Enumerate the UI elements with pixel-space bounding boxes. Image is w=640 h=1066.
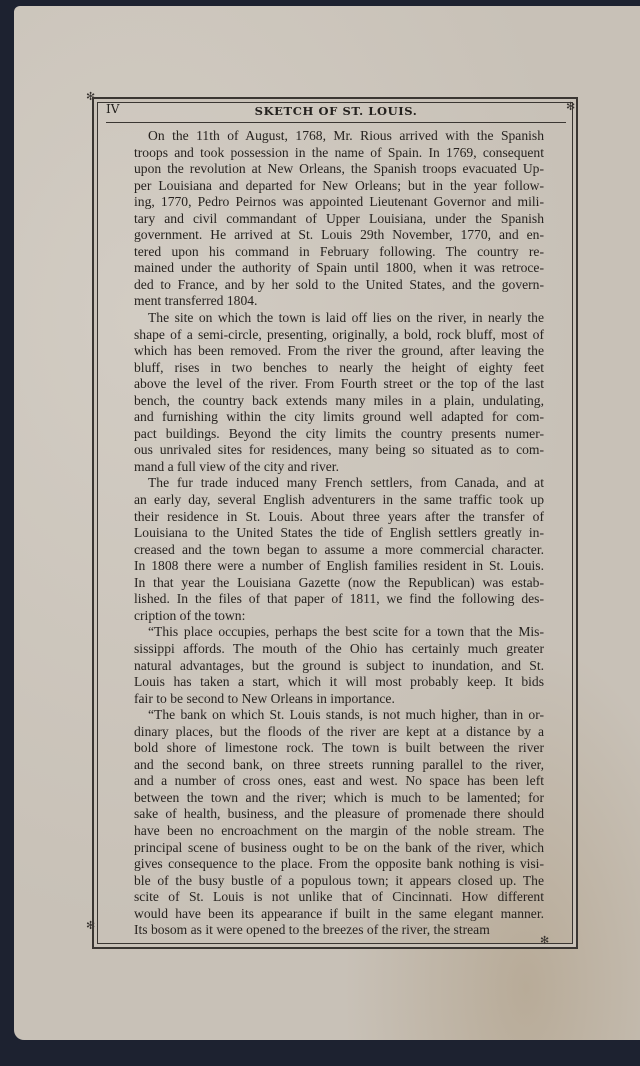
text-line: principal scene of business ought to be on the bank of the river, which xyxy=(134,839,544,855)
text-line: ble of the busy bustle of a populous town; it appears closed up. The xyxy=(134,872,544,888)
text-line: sissippi affords. The mouth of the Ohio has certainly much greater xyxy=(134,640,544,656)
text-line: tary and civil commandant of Upper Louisiana, under the Spanish xyxy=(134,210,544,226)
text-line: government. He arrived at St. Louis 29th November, 1770, and en- xyxy=(134,227,544,243)
text-line: troops and took possession in the name of Spain. In 1769, consequent xyxy=(134,144,544,160)
text-line: and the second bank, on three streets running parallel to the river, xyxy=(134,756,544,772)
text-line: ded to France, and by her sold to the United States, and the govern- xyxy=(134,276,544,292)
text-line: mand a full view of the city and river. xyxy=(134,458,339,474)
text-line: bold shore of limestone rock. The town is built between the river xyxy=(134,740,544,756)
paragraph xyxy=(134,128,544,310)
text-line: The fur trade induced many French settlers, from Canada, and at xyxy=(148,475,544,491)
text-line: dinary places, but the floods of the river are kept at a distance by a xyxy=(134,723,544,739)
text-line: mained under the authority of Spain until 1800, when it was retroce- xyxy=(134,260,544,276)
text-line: upon the revolution at New Orleans, the Spanish troops evacuated Up- xyxy=(134,161,544,177)
text-line: On the 11th of August, 1768, Mr. Rious arrived with the Spanish xyxy=(148,128,544,143)
text-line: pact buildings. Beyond the city limits the country presents numer- xyxy=(134,425,544,441)
text-line: Its bosom as it were opened to the breezes of the river, the stream xyxy=(134,922,490,938)
corner-ornament-icon: ✻ xyxy=(540,934,550,947)
text-line: Louisiana to the United States the tide of English settlers greatly in- xyxy=(134,525,544,541)
text-line: sake of health, business, and the pleasure of promenade there should xyxy=(134,806,544,822)
text-line: tered upon his command in February following. The country re- xyxy=(134,243,544,259)
text-line: and furnishing within the city limits ground well adapted for com- xyxy=(134,409,544,425)
text-line: per Louisiana and departed for New Orleans; but in the year follow- xyxy=(134,177,544,193)
paragraph xyxy=(134,310,544,475)
corner-ornament-icon: ✻ xyxy=(86,90,96,103)
text-line: In 1808 there were a number of English families resident in St. Louis. xyxy=(134,558,544,574)
text-line: scite of St. Louis is not unlike that of Cincinnati. How different xyxy=(134,889,544,905)
text-line: bluff, rises in two benches to nearly the height of eighty feet xyxy=(134,359,544,375)
body-text xyxy=(134,128,544,939)
text-line: natural advantages, but the ground is subject to inundation, and St. xyxy=(134,657,544,673)
text-line: above the level of the river. From Fourth street or the top of the last xyxy=(134,376,544,392)
running-title: SKETCH OF ST. LOUIS. xyxy=(254,104,418,118)
text-line: cription of the town: xyxy=(134,607,246,623)
page-header xyxy=(106,100,566,123)
text-line: an early day, several English adventurers in the same traffic took up xyxy=(134,492,544,508)
text-line: bench, the country back extends many miles in a plain, undulating, xyxy=(134,392,544,408)
paragraph xyxy=(134,475,544,624)
text-line: shape of a semi-circle, presenting, originally, a bold, rock bluff, most of xyxy=(134,326,544,342)
corner-ornament-icon: ✻ xyxy=(566,100,576,113)
text-line: ing, 1770, Pedro Peirnos was appointed Lieutenant Governor and mili- xyxy=(134,194,544,210)
text-line: which has been removed. From the river the ground, after leaving the xyxy=(134,343,544,359)
corner-ornament-icon: ✻ xyxy=(86,919,96,932)
text-line: and a number of cross ones, east and west. No space has been left xyxy=(134,773,544,789)
text-line: gives consequence to the place. From the opposite bank nothing is visi- xyxy=(134,856,544,872)
paragraph xyxy=(134,624,544,707)
text-line: lished. In the files of that paper of 1811, we find the following des- xyxy=(134,591,544,607)
text-line: fair to be second to New Orleans in importance. xyxy=(134,690,395,706)
text-line: their residence in St. Louis. About three years after the transfer of xyxy=(134,508,544,524)
page-number: IV xyxy=(106,102,120,116)
text-line: “The bank on which St. Louis stands, is not much higher, than in or- xyxy=(148,707,544,723)
text-line: have been no encroachment on the margin of the noble stream. The xyxy=(134,822,544,838)
text-line: The site on which the town is laid off lies on the river, in nearly the xyxy=(148,310,544,326)
text-line: would have been its appearance if built in the same elegant manner. xyxy=(134,905,544,921)
text-line: ment transferred 1804. xyxy=(134,293,258,309)
paragraph xyxy=(134,707,544,939)
text-line: In that year the Louisiana Gazette (now the Republican) was estab- xyxy=(134,574,544,590)
text-line: between the town and the river; which is much to be lamented; for xyxy=(134,789,544,805)
text-line: ous unrivaled sites for residences, many being so situated as to com- xyxy=(134,442,544,458)
text-line: creased and the town began to assume a more commercial character. xyxy=(134,541,544,557)
text-line: “This place occupies, perhaps the best scite for a town that the Mis- xyxy=(148,624,544,640)
text-line: Louis has taken a start, which it will most probably keep. It bids xyxy=(134,674,544,690)
